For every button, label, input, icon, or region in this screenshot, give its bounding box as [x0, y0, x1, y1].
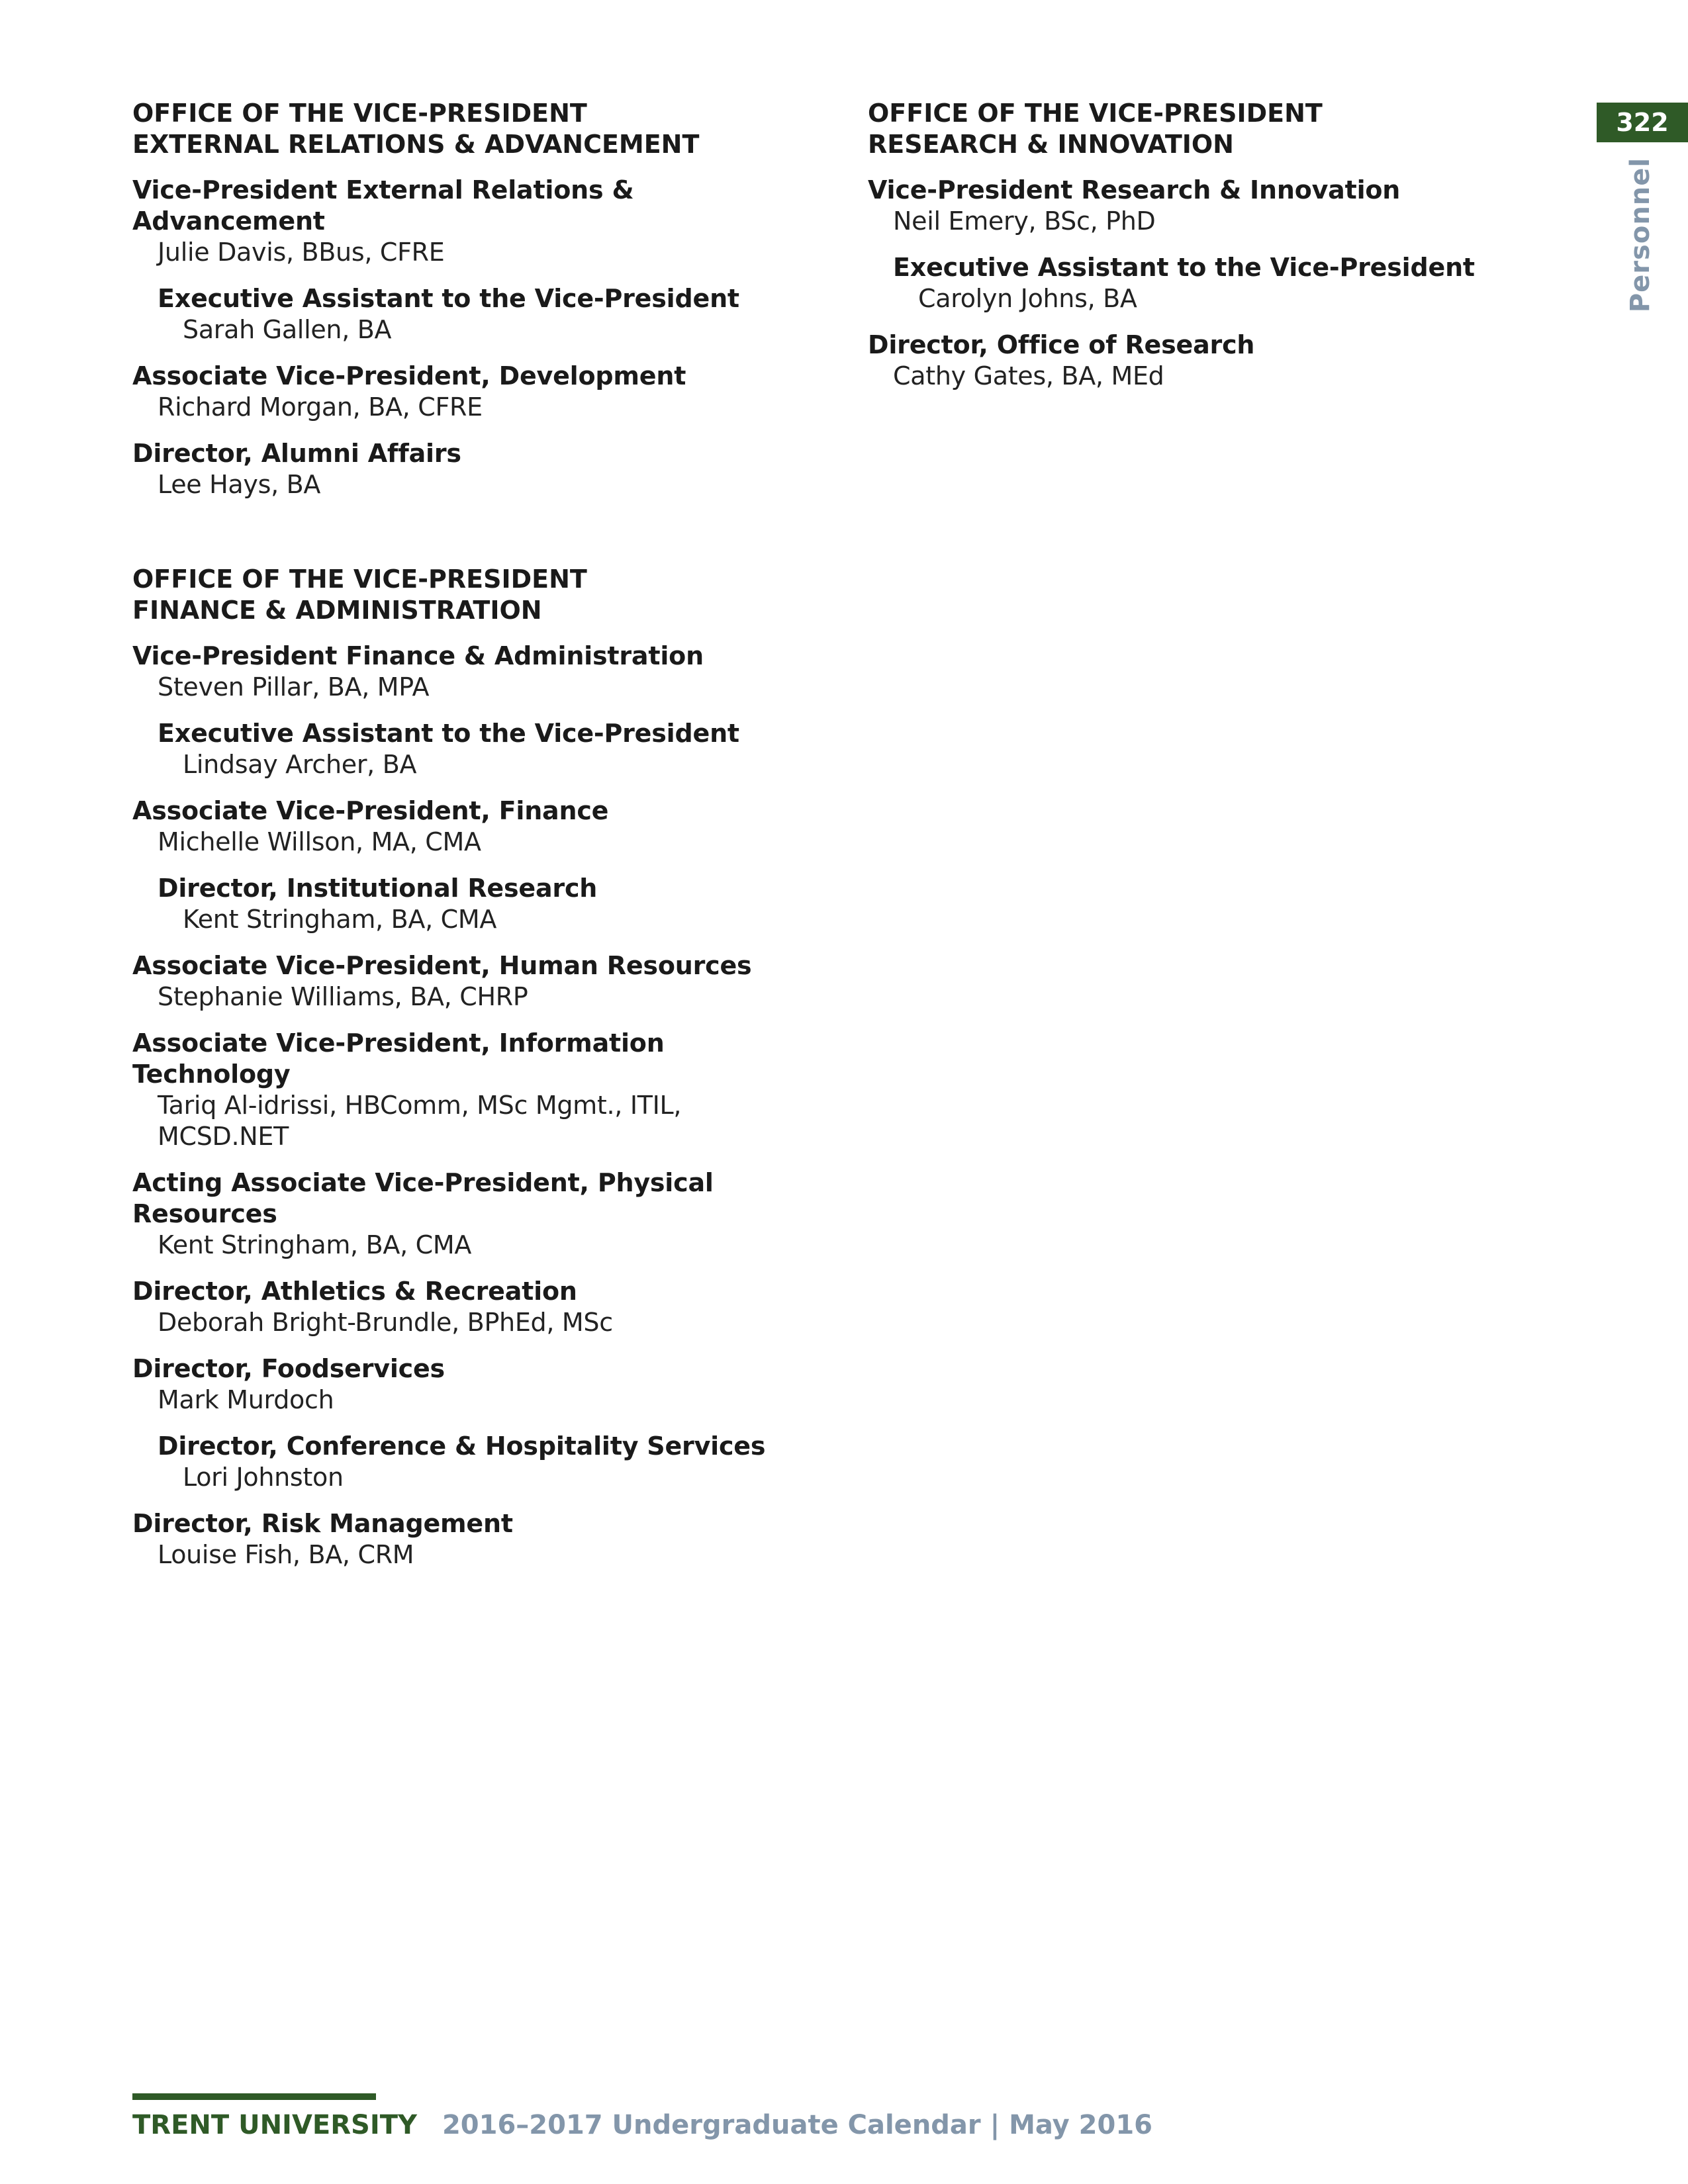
role-title: Associate Vice-President, Information Technology: [132, 1028, 665, 1089]
person-name: Stephanie Williams, BA, CHRP: [158, 982, 528, 1011]
person-name: Lori Johnston: [183, 1463, 344, 1492]
section-heading-line-2: EXTERNAL RELATIONS & ADVANCEMENT: [132, 130, 700, 159]
role-title: Executive Assistant to the Vice-President: [158, 719, 739, 748]
section-heading-line-2: FINANCE & ADMINISTRATION: [132, 596, 542, 625]
left-column: [132, 98, 794, 1634]
directory-entry: [132, 718, 794, 780]
section-heading-line-2: RESEARCH & INNOVATION: [868, 130, 1234, 159]
person-name: Lee Hays, BA: [158, 470, 321, 499]
directory-entry: [132, 873, 794, 935]
person-name: Julie Davis, BBus, CFRE: [158, 238, 445, 267]
side-label-text: Personnel: [1625, 157, 1656, 313]
role-title: Associate Vice-President, Finance: [132, 796, 609, 825]
page-footer: [132, 2110, 1152, 2140]
directory-entry: [132, 796, 794, 858]
directory-entry: [132, 641, 794, 703]
role-title: Director, Office of Research: [868, 330, 1255, 359]
person-name: Louise Fish, BA, CRM: [158, 1540, 414, 1569]
person-name: Lindsay Archer, BA: [183, 750, 417, 779]
role-title: Director, Institutional Research: [158, 874, 598, 903]
role-title: Director, Athletics & Recreation: [132, 1277, 577, 1306]
directory-entry: [132, 175, 794, 268]
section-side-label: [1620, 157, 1660, 313]
role-title: Vice-President External Relations & Advancement: [132, 175, 634, 236]
person-name: Kent Stringham, BA, CMA: [158, 1230, 472, 1259]
directory-entry: [132, 1167, 794, 1261]
section-heading: [132, 98, 794, 160]
footer-calendar: 2016–2017 Undergraduate Calendar | May 2016: [442, 2110, 1152, 2140]
directory-entry: [132, 1276, 794, 1338]
person-name: Neil Emery, BSc, PhD: [893, 206, 1156, 236]
footer-rule: [132, 2093, 376, 2100]
directory-entry: [132, 1508, 794, 1570]
directory-entry: [132, 361, 794, 423]
section-research-innovation: [868, 98, 1530, 392]
footer-university: TRENT UNIVERSITY: [132, 2110, 417, 2140]
person-name: Kent Stringham, BA, CMA: [183, 905, 497, 934]
role-title: Associate Vice-President, Development: [132, 361, 686, 390]
section-finance-administration: [132, 564, 794, 1570]
role-title: Executive Assistant to the Vice-President: [158, 284, 739, 313]
directory-entry: [132, 1353, 794, 1416]
role-title: Director, Alumni Affairs: [132, 439, 461, 468]
person-name: Cathy Gates, BA, MEd: [893, 361, 1164, 390]
person-name: Richard Morgan, BA, CFRE: [158, 392, 483, 422]
directory-entry: [132, 950, 794, 1013]
role-title: Director, Conference & Hospitality Services: [158, 1432, 766, 1461]
section-heading: [132, 564, 794, 626]
directory-entry: [132, 1431, 794, 1493]
directory-entry: [868, 175, 1530, 237]
directory-entry: [868, 330, 1530, 392]
section-heading-line-1: OFFICE OF THE VICE-PRESIDENT: [868, 99, 1323, 128]
role-title: Vice-President Research & Innovation: [868, 175, 1401, 205]
person-name: Steven Pillar, BA, MPA: [158, 672, 430, 702]
role-title: Acting Associate Vice-President, Physical Resources: [132, 1168, 714, 1228]
person-name: Mark Murdoch: [158, 1385, 334, 1414]
role-title: Executive Assistant to the Vice-President: [893, 253, 1475, 282]
page-number: 322: [1616, 108, 1669, 137]
role-title: Vice-President Finance & Administration: [132, 641, 704, 670]
person-name: Michelle Willson, MA, CMA: [158, 827, 481, 856]
directory-entry: [132, 1028, 794, 1152]
directory-entry: [868, 252, 1530, 314]
directory-entry: [132, 438, 794, 500]
person-name: Sarah Gallen, BA: [183, 315, 392, 344]
directory-entry: [132, 283, 794, 345]
person-name: Tariq Al-idrissi, HBComm, MSc Mgmt., ITIL, MCSD.NET: [158, 1091, 682, 1151]
section-heading: [868, 98, 1530, 160]
person-name: Deborah Bright-Brundle, BPhEd, MSc: [158, 1308, 613, 1337]
right-column: [868, 98, 1530, 455]
section-heading-line-1: OFFICE OF THE VICE-PRESIDENT: [132, 565, 587, 594]
page-number-tab: [1597, 103, 1688, 142]
section-heading-line-1: OFFICE OF THE VICE-PRESIDENT: [132, 99, 587, 128]
person-name: Carolyn Johns, BA: [918, 284, 1137, 313]
role-title: Director, Foodservices: [132, 1354, 445, 1383]
role-title: Associate Vice-President, Human Resources: [132, 951, 752, 980]
section-external-relations: [132, 98, 794, 500]
role-title: Director, Risk Management: [132, 1509, 513, 1538]
